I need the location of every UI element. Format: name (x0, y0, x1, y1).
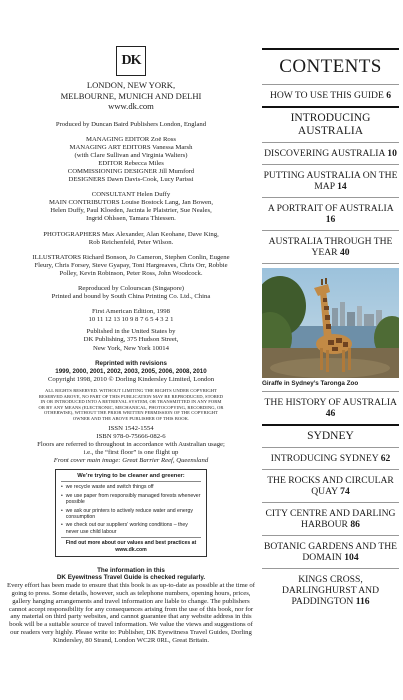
giraffe-photo (262, 268, 399, 378)
rights-notice: ALL RIGHTS RESERVED. WITHOUT LIMITING THE RIGHTS UNDER COPYRIGHT RESERVED ABOVE, NO PART OF THIS PUBLICATION MAY BE REPRODUCED, STORED IN OR INTRODUCED INTO A RETRIEVAL SYSTEM, OR TRANSMITTED IN ANY FORM OR BY ANY MEANS (ELECTRONIC, MECHANICAL, PHOTOCOPYING, RECORDING, OR OTHERWISE), WITHOUT THE PRIOR WRITTEN PERMISSION OF THE COPYRIGHT OWNER AND THE ABOVE PUBLISHER OF THIS BOOK. (38, 387, 224, 421)
toc-entry[interactable]: HOW TO USE THIS GUIDE 6 (262, 84, 399, 106)
toc-entry[interactable]: THE ROCKS AND CIRCULAR QUAY 74 (262, 469, 399, 502)
toc-entry[interactable]: KINGS CROSS, DARLINGHURST AND PADDINGTON 116 (262, 568, 399, 612)
copyright-page (4, 46, 258, 645)
photo-block (262, 263, 399, 391)
us-publisher: Published in the United States by DK Publishing, 375 Hudson Street, New York, New York 10014 (83, 328, 179, 352)
photographer-credits: PHOTOGRAPHERS Max Alexander, Alan Keohane, Dave King, Rob Reichenfeld, Peter Wilson. (43, 230, 219, 246)
bullet-icon: • (61, 507, 63, 514)
contents-column (262, 48, 399, 612)
dk-logo: DK (116, 46, 146, 76)
section-heading-introducing[interactable]: INTRODUCING AUSTRALIA (262, 106, 399, 142)
page-number: 74 (340, 486, 350, 497)
publisher-address: LONDON, NEW YORK, MELBOURNE, MUNICH AND DELHI www.dk.com (60, 80, 202, 111)
toc-entry[interactable]: PUTTING AUSTRALIA ON THE MAP 14 (262, 164, 399, 197)
toc-entry[interactable]: BOTANIC GARDENS AND THE DOMAIN 104 (262, 535, 399, 568)
photo-caption: Giraffe in Sydney’s Taronga Zoo (262, 380, 359, 387)
toc-entry[interactable]: THE HISTORY OF AUSTRALIA 46 (262, 391, 399, 424)
list-item: • we check out our suppliers’ working conditions – they never use child labour (61, 522, 188, 535)
toc-entry[interactable]: A PORTRAIT OF AUSTRALIA 16 (262, 197, 399, 230)
toc-entry[interactable]: AUSTRALIA THROUGH THE YEAR 40 (262, 230, 399, 263)
page-number: 14 (337, 181, 347, 192)
bullet-icon: • (61, 522, 63, 529)
contributor-credits: CONSULTANT Helen Duffy MAIN CONTRIBUTORS Louise Bostock Lang, Jan Bowen, Helen Duffy, Paul Kloeden, Jacinta le Plaistrier, Sue Neales, Ingrid Ohlssen, Tamara Thiessen. (48, 191, 214, 223)
page-number: 62 (380, 453, 391, 464)
page-number: 40 (339, 247, 350, 258)
page-number: 16 (325, 214, 336, 225)
section-heading-sydney[interactable]: SYDNEY (262, 424, 399, 447)
bullet-icon: • (61, 492, 63, 499)
page-number: 86 (350, 519, 360, 530)
list-item: • we recycle waste and switch things off (61, 484, 154, 491)
page-number: 6 (386, 90, 392, 101)
bullet-icon: • (61, 484, 63, 491)
list-item: • we use paper from responsibly managed forests whenever possible (61, 492, 201, 506)
info-notice (4, 567, 258, 645)
page-number: 10 (387, 148, 397, 159)
edition-info: First American Edition, 1998 10 11 12 13 10 9 8 7 6 5 4 3 2 1 (88, 308, 174, 324)
page-number: 116 (355, 596, 370, 607)
printing-info: Reproduced by Colourscan (Singapore) Printed and bound by South China Printing Co. Ltd., China (51, 285, 211, 301)
toc-entry[interactable]: CITY CENTRE AND DARLING HARBOUR 86 (262, 502, 399, 535)
produced-by: Produced by Duncan Baird Publishers London, England (55, 120, 207, 128)
identifiers: ISSN 1542-1554 ISBN 978-0-75666-082-6 Floors are referred to throughout in accordance with Australian usage; i.e., the “first floor” is one flight up Front cover main image: Great Barrier Reef, Queensland (37, 424, 225, 464)
page-number: 46 (325, 408, 336, 419)
page-number: 104 (344, 552, 359, 563)
green-policy-title: We’re trying to be cleaner and greener: (61, 473, 201, 482)
reprint-copyright: Reprinted with revisions 1999, 2000, 2001, 2002, 2003, 2005, 2006, 2008, 2010 Copyright 1998, 2010 © Dorling Kindersley Limited, London (47, 359, 215, 383)
contents-title: CONTENTS (279, 56, 382, 77)
toc-entry[interactable]: INTRODUCING SYDNEY 62 (262, 447, 399, 469)
toc-entry[interactable]: DISCOVERING AUSTRALIA 10 (262, 142, 399, 164)
green-policy-box (55, 469, 207, 557)
info-body: Every effort has been made to ensure that this book is as up-to-date as possible at the time of going to press. Some details, however, such as telephone numbers, opening hours, prices, gallery hanging arrangements and travel information are liable to change. The publishers cannot accept responsibility for any consequences arising from the use of this book, nor for any material on third party websites, and cannot guarantee that any website address in this book will be a suitable source of travel information. We value the views and suggestions of our readers very highly. Please write to: Publisher, DK Eyewitness Travel Guides, Dorling Kindersley, 80 Strand, London WC2R 0RL, Great Britain. (7, 581, 255, 645)
illustrator-credits: ILLUSTRATORS Richard Bonson, Jo Cameron, Stephen Conlin, Eugene Fleury, Chris Forsey, Steve Gyapay, Toni Hargreaves, Chris Orr, Robbie Polley, Kevin Robinson, Peter Ross, John Woodcock. (32, 253, 230, 277)
info-heading: The information in this DK Eyewitness Travel Guide is checked regularly. (56, 567, 206, 582)
list-item: • we ask our printers to actively reduce water and energy consumption (61, 507, 193, 520)
green-policy-footer: Find out more about our values and best practices at www.dk.com (61, 537, 201, 553)
green-policy-list (61, 484, 201, 535)
editorial-credits: MANAGING EDITOR Zoë Ross MANAGING ART EDITORS Vanessa Marsh (with Clare Sullivan and Virginia Walters) EDITOR Rebecca Miles COMMISSIONING DESIGNER Jill Mumford DESIGNERS Dawn Davis-Cook, Lucy Parissi (67, 135, 195, 184)
